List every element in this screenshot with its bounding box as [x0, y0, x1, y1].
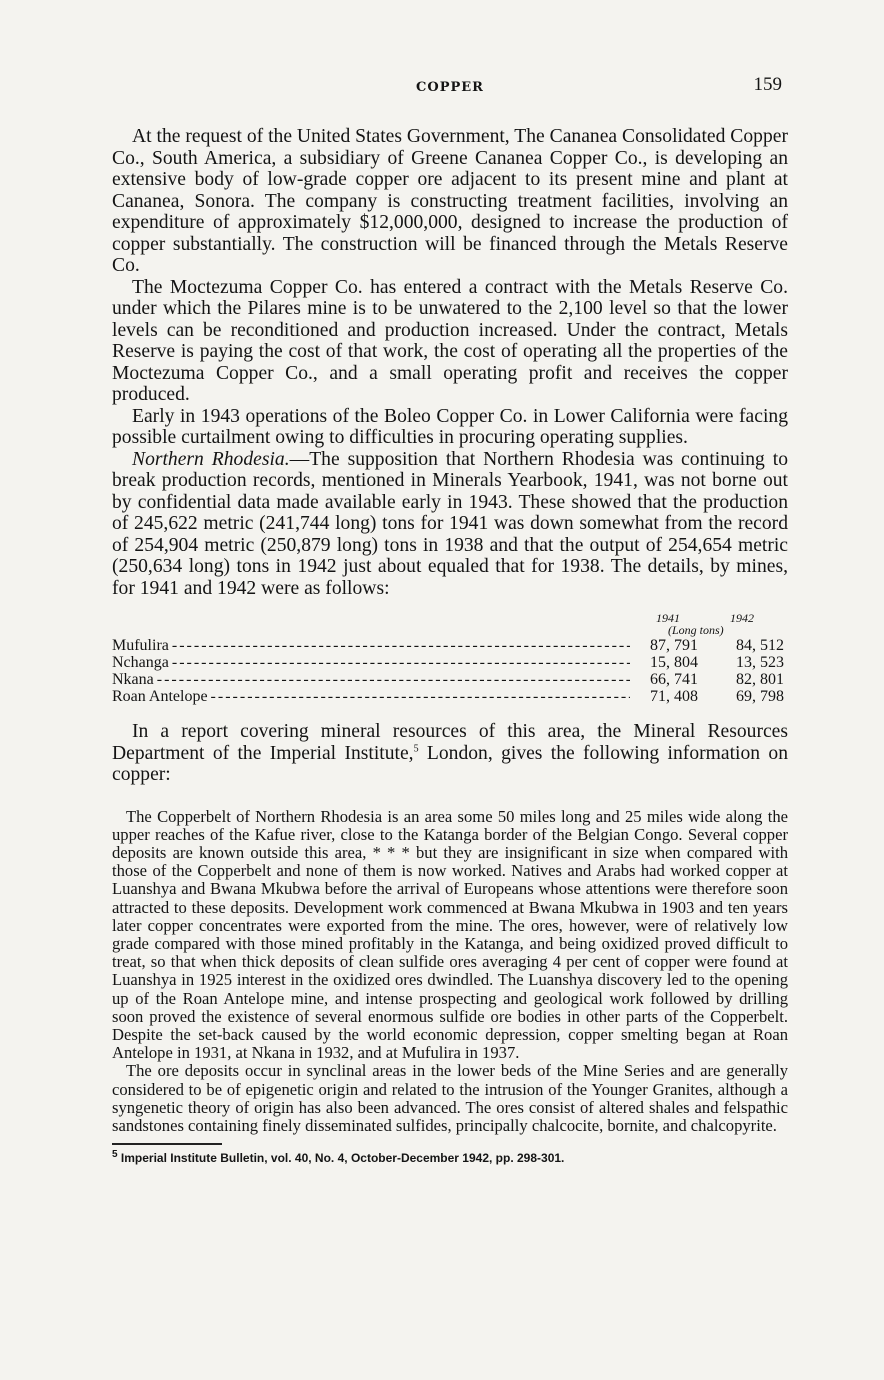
body-text-continued: [112, 721, 788, 786]
page-header: [112, 72, 788, 106]
table-row: [112, 688, 788, 705]
value-1942: 82, 801: [736, 671, 784, 688]
footnote-marker: 5: [112, 1149, 118, 1161]
paragraph-moctezuma: The Moctezuma Copper Co. has entered a contract with the Metals Reserve Co. under which the Pilares mine is to be unwatered to the 2,100 level so that the lower levels can be reconditioned and production increased. Under the contract, Metals Reserve is paying the cost of that work, the cost of operating all the properties of the Moctezuma Copper Co., and a small operating profit and receives the copper produced.: [112, 276, 788, 405]
mine-name: Roan Antelope - - -: [112, 688, 630, 705]
body-text: [112, 126, 788, 599]
page-number: 159: [753, 74, 782, 95]
paragraph-boleo: Early in 1943 operations of the Boleo Copper Co. in Lower California were facing possible curtailment owing to difficulties in procuring operating supplies.: [112, 405, 788, 448]
running-head: COPPER: [416, 80, 484, 95]
table-unit: (Long tons): [668, 623, 724, 637]
paragraph-imperial-institute: [112, 721, 788, 786]
value-1941: 87, 791: [650, 637, 698, 654]
footnote-reference: 5: [413, 742, 419, 754]
value-1942: 84, 512: [736, 637, 784, 654]
mine-name: Nchanga - - -: [112, 654, 630, 671]
footnote-divider: [112, 1143, 222, 1145]
paragraph-cananea: At the request of the United States Government, The Cananea Consolidated Copper Co., South America, a subsidiary of Greene Cananea Copper Co., is developing an extensive body of low-grade copper ore adjacent to its present mine and plant at Cananea, Sonora. The company is constructing treatment facilities, involving an expenditure of approximately $12,000,000, designed to increase the production of copper substantially. The construction will be financed through the Metals Reserve Co.: [112, 126, 788, 276]
table-header: [112, 611, 788, 637]
column-header-1942: 1942: [730, 611, 754, 625]
table-row: [112, 654, 788, 671]
value-1941: 71, 408: [650, 688, 698, 705]
mine-name: Nkana - - -: [112, 671, 630, 688]
footnote-text: Imperial Institute Bulletin, vol. 40, No. 4, October-December 1942, pp. 298-301.: [117, 1151, 565, 1166]
table-row: [112, 637, 788, 654]
paragraph-northern-rhodesia-text: —The supposition that Northern Rhodesia was continuing to break production records, mentioned in Minerals Yearbook, 1941, was not borne out by confidential data made available early in 1943. These showed that the production of 245,622 metric (241,744 long) tons for 1941 was down somewhat from the record of 254,904 metric (250,879 long) tons in 1938 and that the output of 254,654 metric (250,634 long) tons in 1942 just about equaled that for 1938. The details, by mines, for 1941 and 1942 were as follows:: [112, 448, 788, 599]
paragraph-imperial-institute-a: In a report covering mineral resources of this area, the Mineral Resources Department of the Imperial Institute,: [112, 721, 788, 764]
value-1941: 66, 741: [650, 671, 698, 688]
value-1942: 69, 798: [736, 688, 784, 705]
paragraph-imperial-institute-b: London, gives the following information on copper:: [112, 742, 788, 785]
footnote: [112, 1151, 788, 1165]
production-table: [112, 611, 788, 705]
mine-name: Mufulira - - -: [112, 637, 630, 654]
column-header-1941: 1941: [656, 611, 680, 625]
paragraph-northern-rhodesia: [112, 449, 788, 600]
quote-paragraph-copperbelt: The Copperbelt of Northern Rhodesia is an area some 50 miles long and 25 miles wide along the upper reaches of the Kafue river, close to the Katanga border of the Belgian Congo. Several copper deposits are known outside this area, * * * but they are insignificant in size when compared with those of the Copperbelt and none of them is now worked. Natives and Arabs had worked copper at Luanshya and Bwana Mkubwa before the arrival of Europeans whose attentions were therefore soon attracted to these deposits. Development work commenced at Bwana Mkubwa in 1903 and ten years later copper concentrates were exported from the mine. The ores, however, were of relatively low grade compared with those mined profitably in the Katanga, and being oxidized proved difficult to treat, so that when thick deposits of clean sulfide ores averaging 4 per cent of copper were found at Luanshya in 1925 interest in the oxidized ores dwindled. The Luanshya discovery led to the opening up of the Roan Antelope mine, and intense prospecting and geological work followed by drilling soon proved the existence of several enormous sulfide ore bodies in other parts of the Copperbelt. Despite the set-back caused by the world economic depression, copper smelting began at Roan Antelope in 1931, at Nkana in 1932, and at Mufulira in 1937.: [112, 806, 788, 1063]
document-page: [112, 72, 788, 1165]
table-row: [112, 671, 788, 688]
block-quote: [112, 808, 788, 1136]
quote-paragraph-ore-deposits: The ore deposits occur in synclinal areas in the lower beds of the Mine Series and are generally considered to be of epigenetic origin and related to the intrusion of the Younger Granites, although a syngenetic theory of origin has also been advanced. The ores consist of altered shales and felspathic sandstones containing finely disseminated sulfides, principally chalcocite, bornite, and chalcopyrite.: [112, 1061, 788, 1135]
section-lead-northern-rhodesia: Northern Rhodesia.: [132, 448, 290, 470]
value-1942: 13, 523: [736, 654, 784, 671]
value-1941: 15, 804: [650, 654, 698, 671]
